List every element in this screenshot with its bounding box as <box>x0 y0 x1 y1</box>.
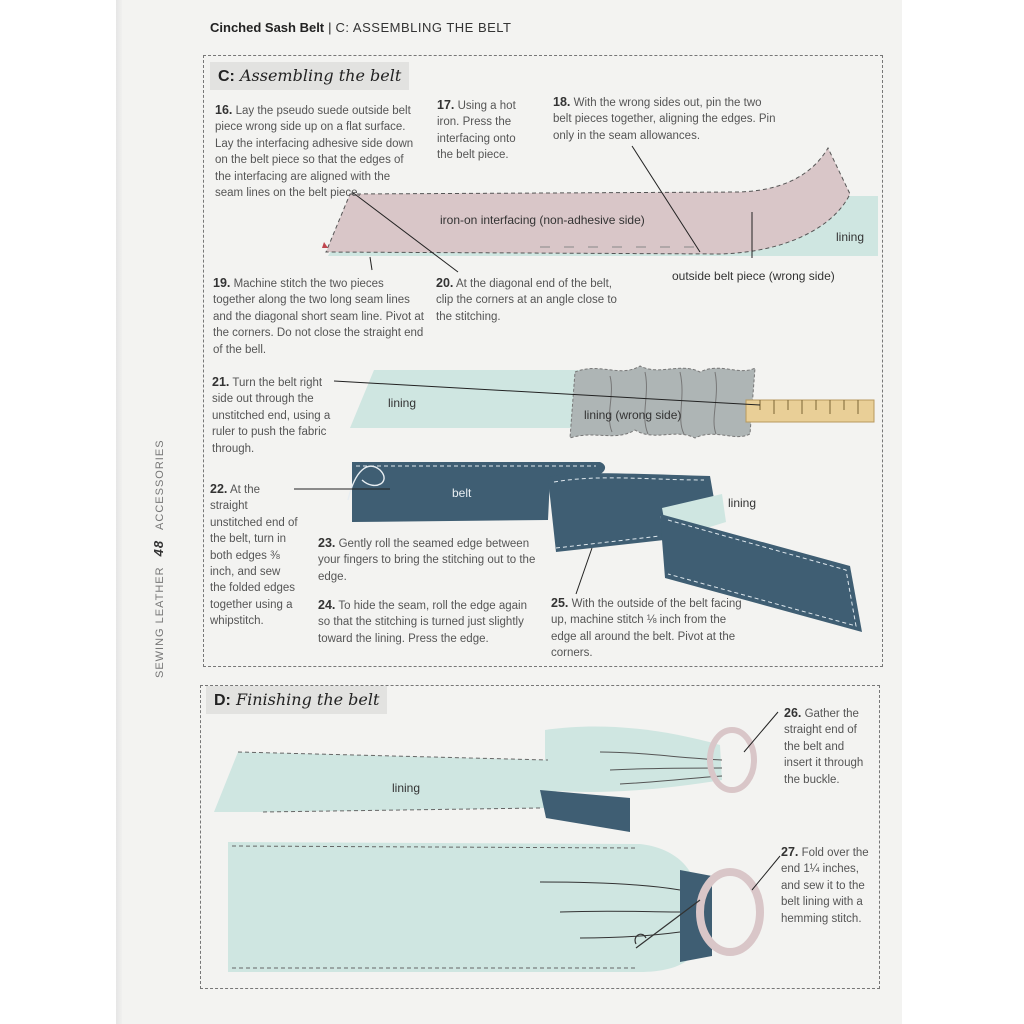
step-24 <box>318 597 540 647</box>
section-d-name: Finishing the belt <box>235 690 380 709</box>
step-19-number: 19. <box>213 276 231 290</box>
side-book-title: SEWING LEATHER <box>154 566 166 678</box>
belt-fold-d1 <box>540 790 630 832</box>
label-lining-d: lining <box>392 781 421 795</box>
lining-strip <box>350 370 580 428</box>
gather-buckle-illustration <box>214 712 778 832</box>
header-separator: | <box>328 20 332 35</box>
step-27-number: 27. <box>781 845 799 859</box>
step-20-number: 20. <box>436 276 454 290</box>
hemming-illustration <box>228 842 780 972</box>
step-22-number: 22. <box>210 482 228 496</box>
lining-long-d2 <box>228 842 690 972</box>
step-22 <box>210 481 298 630</box>
page-number: 48 <box>151 539 166 557</box>
leader-25 <box>576 548 592 594</box>
step-23 <box>318 535 536 585</box>
label-lining-strip: lining <box>388 396 417 410</box>
step-19 <box>213 275 428 358</box>
leader-27 <box>752 856 780 890</box>
corner-marker <box>322 242 328 248</box>
leader-26 <box>744 712 778 752</box>
step-18-text: With the wrong sides out, pin the two belt pieces together, aligning the edges. Pin only in the seam allowances. <box>553 97 776 142</box>
step-25 <box>551 595 753 662</box>
step-23-number: 23. <box>318 536 336 550</box>
step-21-text: Turn the belt right side out through the unstitched end, using a ruler to push the fabric through. <box>212 377 331 455</box>
gathered-end-d1 <box>545 726 722 791</box>
step-19-text: Machine stitch the two pieces together along the two long seam lines and the diagonal short seam line. Pivot at the corners. Do not close the straight end of the bell. <box>213 278 424 356</box>
ruler <box>746 400 874 422</box>
step-17-number: 17. <box>437 98 455 112</box>
step-25-text: With the outside of the belt facing up, machine stitch ⅛ inch from the edge all around the belt. Pivot at the corners. <box>551 598 742 660</box>
step-24-text: To hide the seam, roll the edge again so that the stitching is turned just slightly toward the lining. Press the edge. <box>318 600 527 645</box>
step-27-text: Fold over the end 1¼ inches, and sew it to the belt lining with a hemming stitch. <box>781 847 869 925</box>
gathered-lining <box>570 366 755 438</box>
step-17 <box>437 97 533 164</box>
step-22-text: At the straight unstitched end of the belt, turn in both edges ⅜ inch, and sew the folded edges together using a whipstitch. <box>210 484 298 628</box>
step-25-number: 25. <box>551 596 569 610</box>
step-17-text: Using a hot iron. Press the interfacing onto the belt piece. <box>437 100 516 162</box>
step-27 <box>781 844 873 927</box>
lining-long-d1 <box>214 752 557 812</box>
header-title: Cinched Sash Belt <box>210 20 325 35</box>
step-21-number: 21. <box>212 375 230 389</box>
step-23-text: Gently roll the seamed edge between your fingers to bring the stitching out to the edge. <box>318 538 536 583</box>
step-18-number: 18. <box>553 95 571 109</box>
header-section: C: ASSEMBLING THE BELT <box>335 20 512 35</box>
step-24-number: 24. <box>318 598 336 612</box>
step-16 <box>215 102 420 201</box>
side-chapter: ACCESSORIES <box>154 439 166 530</box>
step-16-number: 16. <box>215 103 233 117</box>
step-26-text: Gather the straight end of the belt and insert it through the buckle. <box>784 708 864 786</box>
step-21 <box>212 374 332 457</box>
label-lining-top: lining <box>836 230 865 244</box>
step-20-text: At the diagonal end of the belt, clip the corners at an angle close to the stitching. <box>436 278 617 323</box>
step-20 <box>436 275 631 325</box>
section-c-letter: C: <box>218 68 235 85</box>
label-belt: belt <box>452 486 472 500</box>
step-16-text: Lay the pseudo suede outside belt piece wrong side up on a flat surface. Lay the interfacing adhesive side down on the belt piece so that the edges of the interfacing are aligned with the seam lines on the belt piece. <box>215 105 414 200</box>
label-lining-blue: lining <box>728 496 757 510</box>
label-interfacing: iron-on interfacing (non-adhesive side) <box>440 213 645 227</box>
section-c-name: Assembling the belt <box>239 66 402 85</box>
step-26 <box>784 705 870 788</box>
label-lining-wrong-side: lining (wrong side) <box>584 408 682 422</box>
label-outside-belt-piece: outside belt piece (wrong side) <box>672 269 835 283</box>
step-26-number: 26. <box>784 706 802 720</box>
step-18 <box>553 94 783 144</box>
section-d-letter: D: <box>214 692 231 709</box>
